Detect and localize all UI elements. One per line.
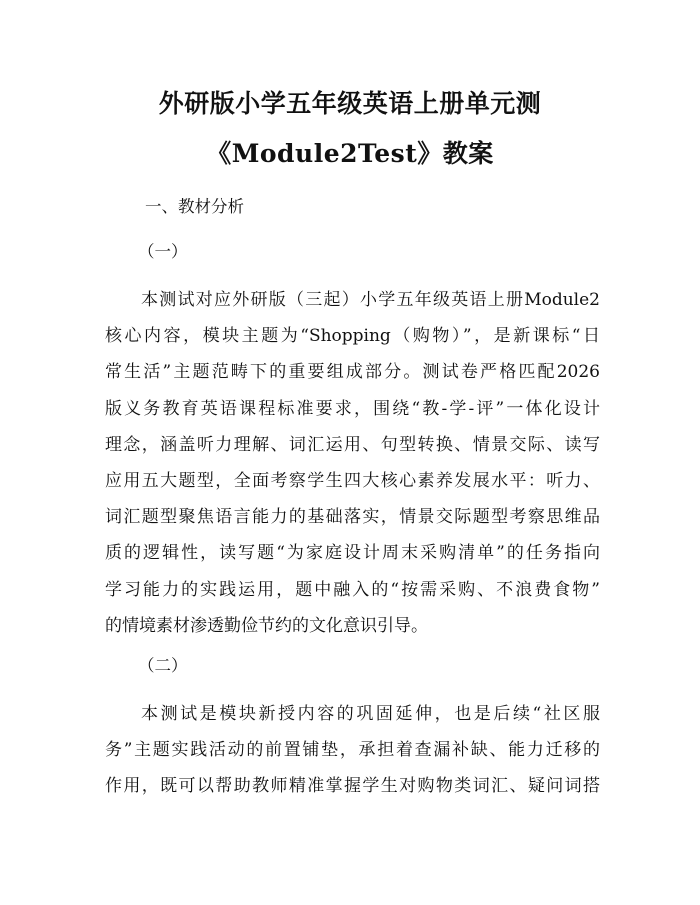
paragraph-line: 作用，既可以帮助教师精准掌握学生对购物类词汇、疑问词搭 bbox=[105, 776, 600, 797]
paragraph-line: 核心内容，模块主题为“Shopping（购物）”，是新课标“日 bbox=[105, 326, 600, 347]
paragraph-line: 理念，涵盖听力理解、词汇运用、句型转换、情景交际、读写 bbox=[105, 434, 600, 455]
subsection-label-2: （二） bbox=[138, 656, 188, 675]
document-title-line-2: 《Module2Test》教案 bbox=[206, 139, 494, 168]
paragraph-2 bbox=[105, 696, 600, 805]
paragraph-line: 词汇题型聚焦语言能力的基础落实，情景交际题型考察思维品 bbox=[105, 507, 600, 528]
paragraph-line: 的情境素材渗透勤俭节约的文化意识引导。 bbox=[105, 615, 428, 636]
paragraph-line: 务”主题实践活动的前置铺垫，承担着查漏补缺、能力迁移的 bbox=[105, 740, 600, 761]
paragraph-1 bbox=[105, 282, 600, 644]
subsection-label-1: （一） bbox=[138, 242, 188, 261]
paragraph-line: 应用五大题型，全面考察学生四大核心素养发展水平：听力、 bbox=[105, 470, 600, 491]
paragraph-line: 本测试是模块新授内容的巩固延伸，也是后续“社区服 bbox=[141, 704, 600, 724]
paragraph-line: 学习能力的实践运用，题中融入的“按需采购、不浪费食物” bbox=[105, 579, 600, 600]
document-title-line-1: 外研版小学五年级英语上册单元测 bbox=[158, 89, 542, 118]
paragraph-line: 版义务教育英语课程标准要求，围绕“教-学-评”一体化设计 bbox=[105, 398, 600, 419]
paragraph-line: 本测试对应外研版（三起）小学五年级英语上册Module2 bbox=[141, 290, 600, 310]
section-heading-textbook-analysis: 一、教材分析 bbox=[145, 197, 244, 216]
paragraph-line: 质的逻辑性，读写题“为家庭设计周末采购清单”的任务指向 bbox=[105, 543, 600, 564]
paragraph-line: 常生活”主题范畴下的重要组成部分。测试卷严格匹配2026 bbox=[105, 362, 600, 383]
